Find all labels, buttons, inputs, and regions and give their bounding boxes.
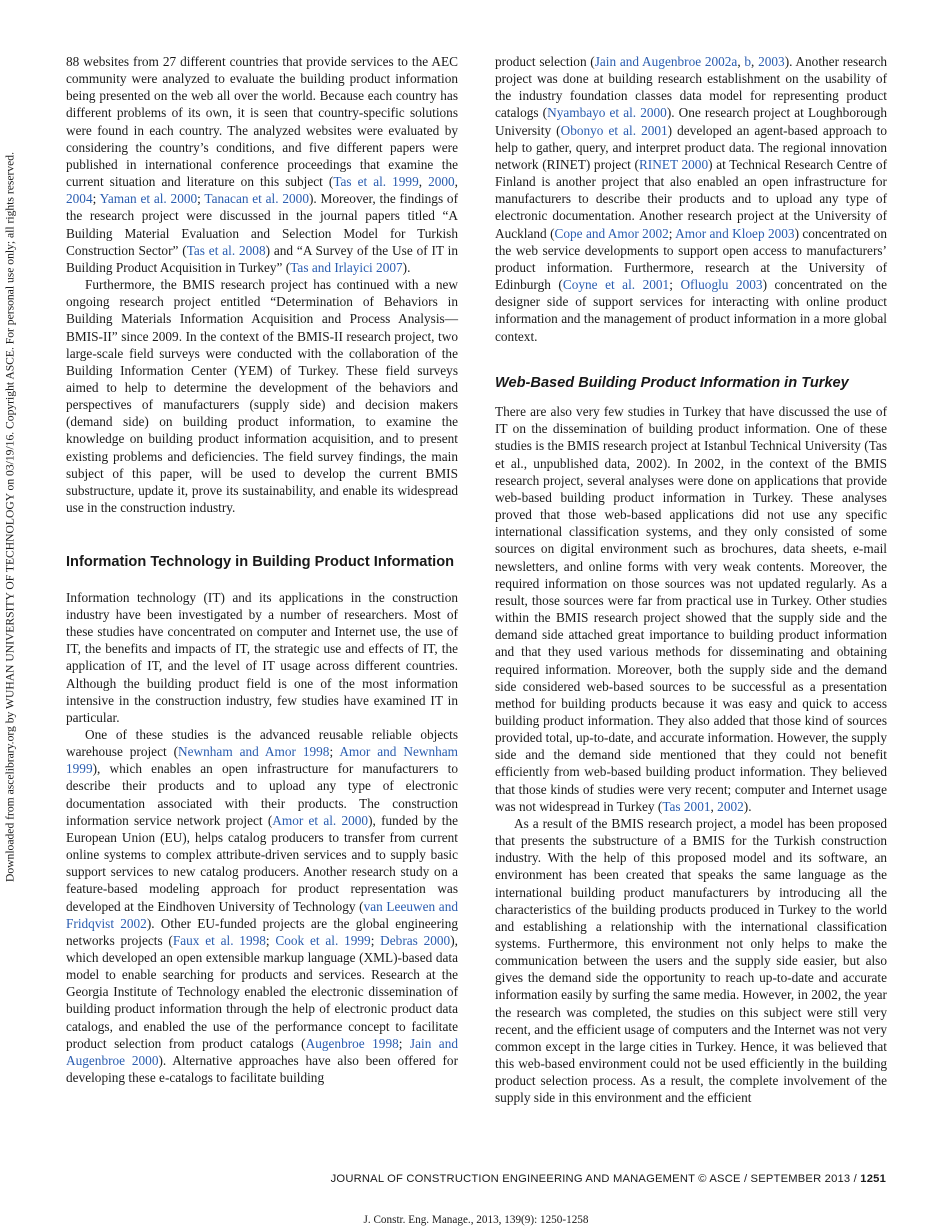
citation-link[interactable]: b — [744, 54, 752, 69]
download-notice-text: Downloaded from ascelibrary.org by WUHAN UNIVERSITY OF TECHNOLOGY on 03/19/16. Copyright ASCE. For personal use only; all rights reserved. — [3, 152, 17, 882]
citation-link[interactable]: Jain and Augenbroe 2000 — [66, 1035, 458, 1068]
citation-link[interactable]: RINET 2000 — [638, 156, 709, 172]
citation-link[interactable]: 2003 — [758, 54, 785, 69]
citation-link[interactable]: Amor and Newnham 1999 — [66, 744, 458, 777]
citation-link[interactable]: Faux et al. 1998 — [172, 932, 266, 948]
paragraph: Furthermore, the BMIS research project has continued with a new ongoing research project entitled “Determination of Behaviors in Building Materials Information Acquisition and Process Analysis—BMIS-II” since 2009. In the context of the BMIS-II research project, two large-scale field surveys were conducted with the collaboration of the Building Information Center (YEM) of Turkey. These field surveys aimed to help to determine the development of the behaviors and perspectives of manufacturers (supply side) and decision makers (demand side) on building product information, to examine the knowledge on building product information acquisition, and to present existing problems and deficiencies. The field survey findings, the main subject of this paper, will be used to develop the current BMIS substructure, update it, prove its sustainability, and enable its widespread use in the construction industry. — [66, 277, 458, 516]
left-column — [66, 53, 458, 1086]
citation-link[interactable]: Tas et al. 2008 — [186, 242, 266, 258]
citation-link[interactable]: Cope and Amor 2002 — [554, 225, 669, 241]
citation-link[interactable]: 2002 — [717, 798, 744, 814]
section-heading: Information Technology in Building Product Information — [66, 554, 455, 571]
citation-link[interactable]: Newnham and Amor 1998 — [178, 744, 330, 760]
paragraph: As a result of the BMIS research project, a model has been proposed that presents the substructure of a BMIS for the Turkish construction industry. With the help of this proposed model and its software, an environment has been created that speaks the same language as the international building product manufacturers by introducing all the characteristics of the building products produced in Turkey to the world and establishing a relationship with the international classification systems. Furthermore, this environment not only helps to make the communication between the users and the supply side easier, but also gives the demand side the opportunity to reach up-to-date and accurate information easily by surfing the same media. However, in 2002, the year the research was completed, the studies on this subject were still very recent, and the efficient usage of computers and the Internet was not very common except in the large cities in Turkey. Hence, it was believed that this web-based environment could not be used efficiently in the building product selection process. As a result, the complete involvement of the supply side in this environment and the efficient — [495, 815, 887, 1106]
citation-link[interactable]: Tanacan et al. 2000 — [204, 191, 309, 207]
citation-link[interactable]: Tas et al. 1999 — [333, 174, 419, 190]
citation-line: J. Constr. Eng. Manage., 2013, 139(9): 1250-1258 — [363, 1214, 589, 1226]
paragraph: One of these studies is the advanced reusable reliable objects warehouse project (Newnham and Amor 1998; Amor and Newnham 1999), which enables an open infrastructure for manufacturers to describe their products and to upload any type of electronic documentation associated with their products. The construction information service network project (Amor et al. 2000), funded by the European Union (EU), helps catalog producers to transfer from current online systems to complex attribute-driven services and to supply basic support services to new catalog producers. Another research study on a feature-based modeling approach for product representation was developed at the Eindhoven University of Technology (van Leeuwen and Fridqvist 2002). Other EU-funded projects are the global engineering networks projects (Faux et al. 1998; Cook et al. 1999; Debras 2000), which developed an open extensible markup language (XML)-based data model to enable searching for products and services. Research at the Georgia Institute of Technology enabled the electronic dissemination of building product information through the help of electronic product data catalogs, and enabled the use of the performance concept to facilitate product selection from product catalogs (Augenbroe 1998; Jain and Augenbroe 2000). Alternative approaches have also been offered for developing these e-catalogs to facilitate building — [66, 726, 459, 1086]
citation-link[interactable]: Tas 2001 — [662, 798, 711, 814]
citation-link[interactable]: Augenbroe 1998 — [305, 1035, 399, 1051]
citation-link[interactable]: 2000 — [428, 174, 455, 190]
citation-link[interactable]: Nyambayo et al. 2000 — [547, 105, 667, 121]
citation-link[interactable]: Tas and Irlayici 2007 — [290, 259, 403, 275]
citation-link[interactable]: van Leeuwen and Fridqvist 2002 — [66, 898, 459, 931]
citation-link[interactable]: Amor et al. 2000 — [272, 812, 369, 828]
citation-link[interactable]: Jain and Augenbroe 2002a — [594, 54, 738, 69]
section-heading: Web-Based Building Product Information in Turkey — [495, 374, 849, 391]
download-notice — [2, 52, 18, 982]
paragraph: 88 websites from 27 different countries that provide services to the AEC community were analyzed to evaluate the building product information being presented on the web all over the world. Because each country has different problems of its own, it is seen that country-specific solutions were found in each country. The analyzed websites were evaluated by considering the country’s conditions, and five different papers were published in international conference proceedings that examine the current situation and literature on this subject (Tas et al. 1999, 2000, 2004; Yaman et al. 2000; Tanacan et al. 2000). Moreover, the findings of the research project were discussed in the journal papers titled “A Building Material Evaluation and Selection Model for Turkish Construction Sector” (Tas et al. 2008) and “A Survey of the Use of IT in Building Product Acquisition in Turkey” (Tas and Irlayici 2007). — [66, 54, 458, 275]
page-number: 1251 — [860, 1173, 886, 1185]
paragraph: There are also very few studies in Turkey that have discussed the use of IT on the dissemination of building product information. One of these studies is the BMIS research project at Istanbul Technical University (Tas et al., unpublished data, 2002). In 2002, in the context of the BMIS research project, several analyses were done on applications that provide web-based building product information in Turkey. These analyses proved that those web-based applications did not use any specific international classification systems, and they only consisted of some sources on digital environment such as brochures, data sheets, e-mail newsletters, and online forms with very weak contents. Moreover, the required information on those sources was not updated regularly. As a result, those sources were far from practical use in Turkey. Other studies within the BMIS research project showed that the supply side and the demand side attached great importance to building product information and that they used various methods for disseminating and obtaining required information. Moreover, both the supply side and the demand side considered web-based sources to be successful as a presentation method for building products because it was easy and quick to access building product information. They also added that those kind of sources provided total, up-to-date, and accurate information. However, the supply side and the demand side mentioned that they could not benefit efficiently from web-based building product information. They believed that those kinds of studies were very recent; computer and Internet usage was not widespread in Turkey (Tas 2001, 2002). — [495, 404, 887, 814]
citation-link[interactable]: Amor and Kloep 2003 — [675, 225, 795, 241]
paragraph: product selection (Jain and Augenbroe 2002a, b, 2003). Another research project was done at building research establishment on the usability of the industry foundation classes data model for representing product catalogs (Nyambayo et al. 2000). One research project at Loughborough University (Obonyo et al. 2001) developed an agent-based approach to help to gather, query, and interpret product data. The regional innovation network (RINET) project (RINET 2000) at Technical Research Centre of Finland is another project that also enabled an open infrastructure for manufacturers to describe their products and to upload any type of electronic documentation. Another research project at the University of Auckland (Cope and Amor 2002; Amor and Kloep 2003) concentrated on the web service developments to support open access to manufacturers’ product information. Furthermore, research at the University of Edinburgh (Coyne et al. 2001; Ofluoglu 2003) concentrated on the designer side of support services for interacting with online product information and the management of product information in a more global context. — [495, 54, 888, 344]
citation-link[interactable]: 2004 — [66, 191, 93, 207]
running-footer — [331, 1173, 886, 1185]
citation-link[interactable]: Cook et al. 1999 — [275, 932, 371, 948]
citation-link[interactable]: Ofluoglu 2003 — [680, 277, 763, 293]
right-column — [495, 53, 887, 1107]
citation-link[interactable]: Coyne et al. 2001 — [562, 277, 670, 293]
journal-name: JOURNAL OF CONSTRUCTION ENGINEERING AND MANAGEMENT © ASCE / SEPTEMBER 2013 / — [330, 1173, 857, 1185]
paragraph: Information technology (IT) and its applications in the construction industry have been investigated by a number of researchers. Most of these studies have concentrated on computer and Internet use, the use of IT, the benefits and impacts of IT, the strategic use and effects of IT, the application of IT, and the level of IT usage across different countries. Although the building product field is one of the most information intensive in the construction industry, few studies have examined IT in particular. — [66, 589, 458, 725]
citation-link[interactable]: Obonyo et al. 2001 — [560, 122, 668, 138]
citation-link[interactable]: Yaman et al. 2000 — [99, 191, 198, 207]
citation-link[interactable]: Debras 2000 — [380, 932, 451, 948]
